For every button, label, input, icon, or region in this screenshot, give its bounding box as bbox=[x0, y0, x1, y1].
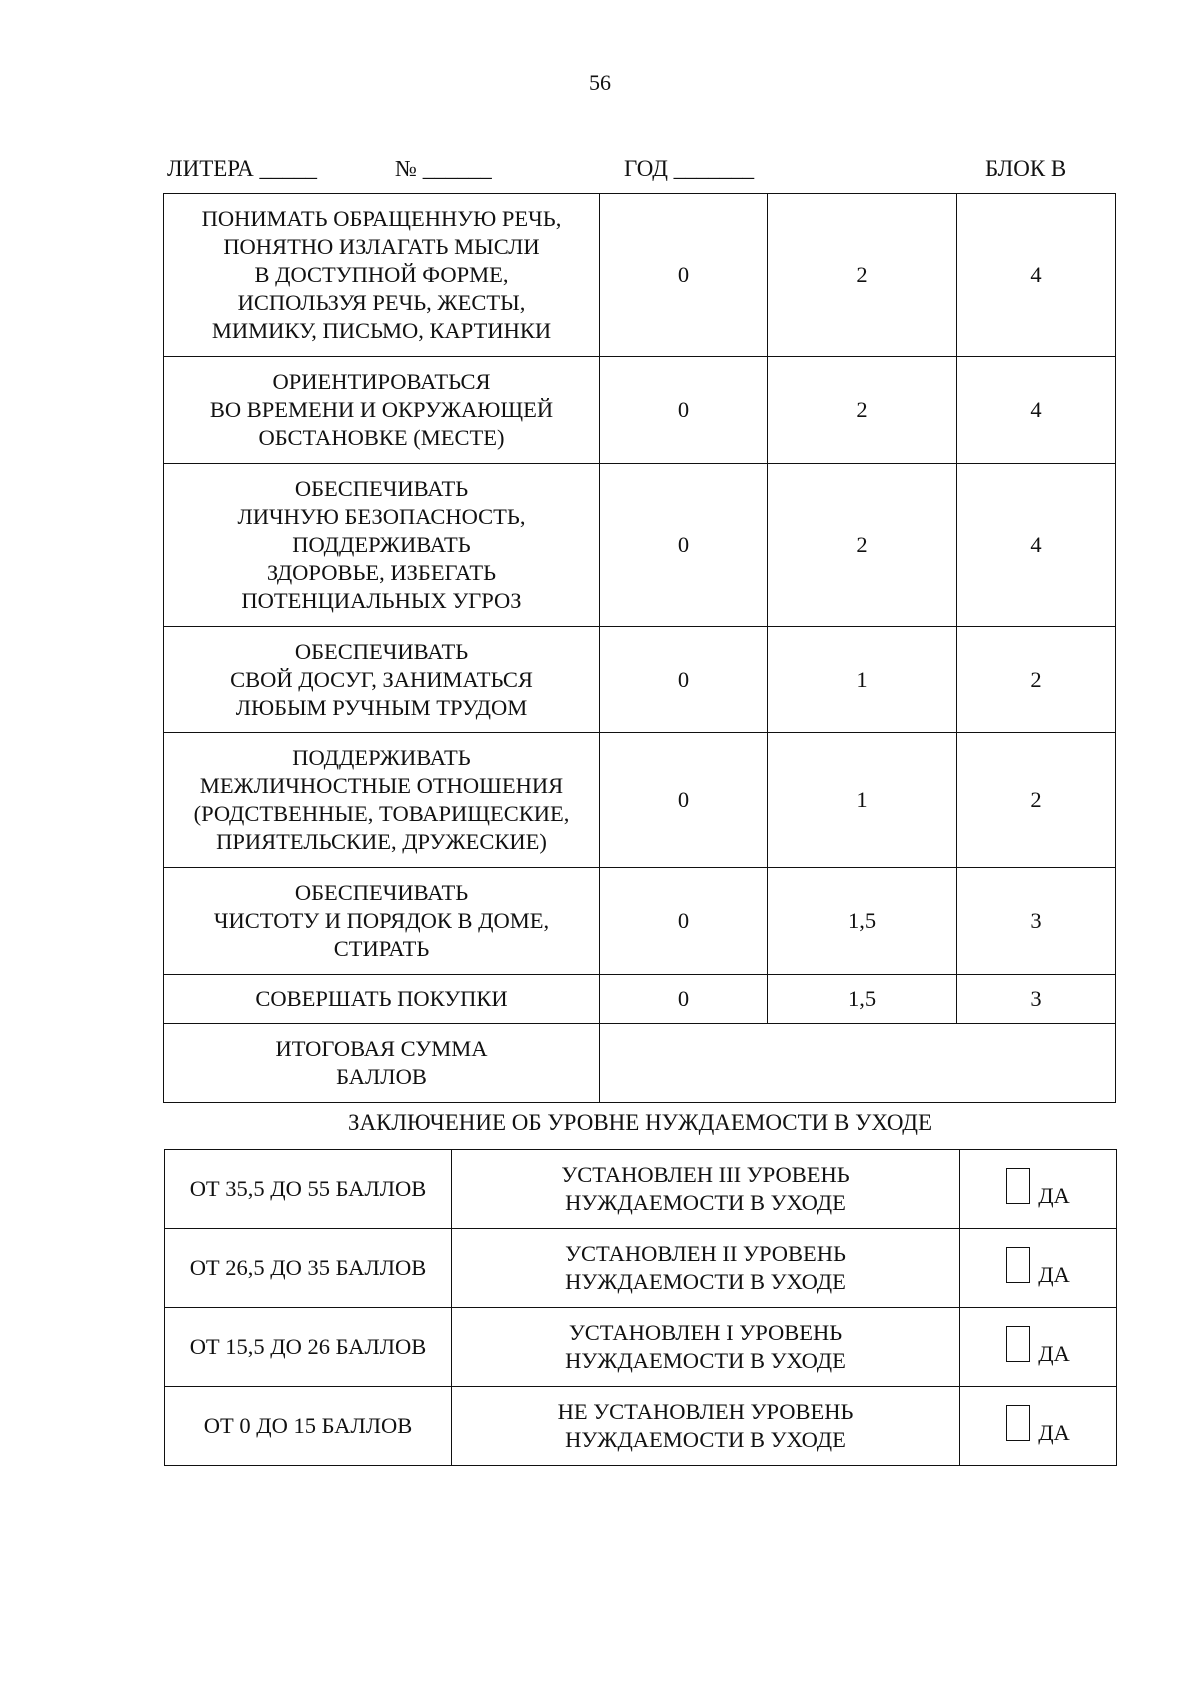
score-value: 2 bbox=[768, 194, 957, 357]
checkbox[interactable] bbox=[1006, 1168, 1030, 1204]
score-value: 1 bbox=[768, 627, 957, 733]
total-label: ИТОГОВАЯ СУММА БАЛЛОВ bbox=[164, 1024, 600, 1103]
yes-label: ДА bbox=[1038, 1261, 1070, 1287]
score-value: 3 bbox=[957, 975, 1116, 1024]
activity-label: ОРИЕНТИРОВАТЬСЯ ВО ВРЕМЕНИ И ОКРУЖАЮЩЕЙ ОБСТАНОВКЕ (МЕСТЕ) bbox=[164, 357, 600, 464]
score-value: 2 bbox=[768, 357, 957, 464]
activity-label: ОБЕСПЕЧИВАТЬ СВОЙ ДОСУГ, ЗАНИМАТЬСЯ ЛЮБЫМ РУЧНЫМ ТРУДОМ bbox=[164, 627, 600, 733]
score-range: ОТ 26,5 ДО 35 БАЛЛОВ bbox=[165, 1229, 452, 1308]
score-value: 0 bbox=[600, 733, 768, 868]
score-value: 1 bbox=[768, 733, 957, 868]
table-row bbox=[165, 1150, 1117, 1229]
table-row bbox=[164, 975, 1116, 1024]
activity-label: СОВЕРШАТЬ ПОКУПКИ bbox=[164, 975, 600, 1024]
yes-label: ДА bbox=[1038, 1419, 1070, 1445]
table-row bbox=[164, 733, 1116, 868]
checkbox[interactable] bbox=[1006, 1247, 1030, 1283]
activity-label: ОБЕСПЕЧИВАТЬ ЛИЧНУЮ БЕЗОПАСНОСТЬ, ПОДДЕРЖИВАТЬ ЗДОРОВЬЕ, ИЗБЕГАТЬ ПОТЕНЦИАЛЬНЫХ УГРОЗ bbox=[164, 464, 600, 627]
score-value: 0 bbox=[600, 464, 768, 627]
score-value: 4 bbox=[957, 357, 1116, 464]
table-row bbox=[164, 357, 1116, 464]
table-row bbox=[164, 194, 1116, 357]
score-value: 3 bbox=[957, 868, 1116, 975]
yes-label: ДА bbox=[1038, 1340, 1070, 1366]
score-value: 0 bbox=[600, 975, 768, 1024]
score-value: 2 bbox=[957, 733, 1116, 868]
yes-cell bbox=[960, 1229, 1117, 1308]
activity-label: ПОНИМАТЬ ОБРАЩЕННУЮ РЕЧЬ, ПОНЯТНО ИЗЛАГАТЬ МЫСЛИ В ДОСТУПНОЙ ФОРМЕ, ИСПОЛЬЗУЯ РЕЧЬ, ЖЕСТЫ, МИМИКУ, ПИСЬМО, КАРТИНКИ bbox=[164, 194, 600, 357]
yes-cell bbox=[960, 1387, 1117, 1466]
table-row bbox=[164, 868, 1116, 975]
score-value: 1,5 bbox=[768, 975, 957, 1024]
score-value: 2 bbox=[768, 464, 957, 627]
score-range: ОТ 35,5 ДО 55 БАЛЛОВ bbox=[165, 1150, 452, 1229]
table-row bbox=[164, 627, 1116, 733]
score-range: ОТ 0 ДО 15 БАЛЛОВ bbox=[165, 1387, 452, 1466]
year-field: ГОД _______ bbox=[624, 156, 755, 181]
yes-label: ДА bbox=[1038, 1182, 1070, 1208]
level-description: НЕ УСТАНОВЛЕН УРОВЕНЬ НУЖДАЕМОСТИ В УХОДЕ bbox=[452, 1387, 960, 1466]
score-value: 1,5 bbox=[768, 868, 957, 975]
checkbox[interactable] bbox=[1006, 1326, 1030, 1362]
level-description: УСТАНОВЛЕН III УРОВЕНЬ НУЖДАЕМОСТИ В УХОДЕ bbox=[452, 1150, 960, 1229]
score-value: 0 bbox=[600, 357, 768, 464]
conclusion-title: ЗАКЛЮЧЕНИЕ ОБ УРОВНЕ НУЖДАЕМОСТИ В УХОДЕ bbox=[347, 1110, 933, 1135]
level-description: УСТАНОВЛЕН II УРОВЕНЬ НУЖДАЕМОСТИ В УХОДЕ bbox=[452, 1229, 960, 1308]
score-value: 0 bbox=[600, 868, 768, 975]
activity-label: ПОДДЕРЖИВАТЬ МЕЖЛИЧНОСТНЫЕ ОТНОШЕНИЯ (РОДСТВЕННЫЕ, ТОВАРИЩЕСКИЕ, ПРИЯТЕЛЬСКИЕ, ДРУЖЕСКИЕ) bbox=[164, 733, 600, 868]
block-label: БЛОК В bbox=[985, 156, 1067, 181]
activity-label: ОБЕСПЕЧИВАТЬ ЧИСТОТУ И ПОРЯДОК В ДОМЕ, СТИРАТЬ bbox=[164, 868, 600, 975]
table-row bbox=[165, 1387, 1117, 1466]
litera-field: ЛИТЕРА _____ bbox=[167, 156, 318, 181]
total-value-field[interactable] bbox=[600, 1024, 1116, 1103]
page-number: 56 bbox=[589, 70, 611, 95]
score-range: ОТ 15,5 ДО 26 БАЛЛОВ bbox=[165, 1308, 452, 1387]
yes-option[interactable] bbox=[1006, 1247, 1070, 1287]
total-row bbox=[164, 1024, 1116, 1103]
scores-table bbox=[163, 193, 1116, 1103]
table-row bbox=[165, 1308, 1117, 1387]
table-row bbox=[164, 464, 1116, 627]
number-field: № ______ bbox=[395, 156, 492, 181]
score-value: 4 bbox=[957, 464, 1116, 627]
yes-cell bbox=[960, 1308, 1117, 1387]
yes-option[interactable] bbox=[1006, 1168, 1070, 1208]
checkbox[interactable] bbox=[1006, 1405, 1030, 1441]
score-value: 0 bbox=[600, 627, 768, 733]
yes-cell bbox=[960, 1150, 1117, 1229]
care-level-table bbox=[164, 1149, 1117, 1466]
score-value: 0 bbox=[600, 194, 768, 357]
score-value: 4 bbox=[957, 194, 1116, 357]
yes-option[interactable] bbox=[1006, 1326, 1070, 1366]
score-value: 2 bbox=[957, 627, 1116, 733]
table-row bbox=[165, 1229, 1117, 1308]
yes-option[interactable] bbox=[1006, 1405, 1070, 1445]
level-description: УСТАНОВЛЕН I УРОВЕНЬ НУЖДАЕМОСТИ В УХОДЕ bbox=[452, 1308, 960, 1387]
